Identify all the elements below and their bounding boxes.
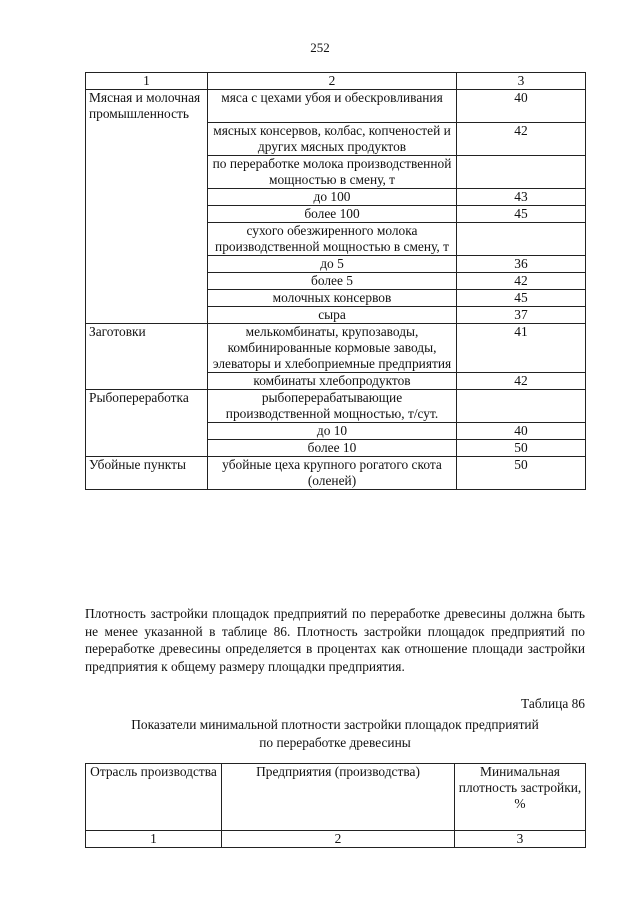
description-cell: убойные цеха крупного рогатого скота (оленей) xyxy=(208,456,457,489)
category-cell-continued xyxy=(86,122,208,323)
header-min-density: Минимальная плотность застройки, % xyxy=(455,764,586,831)
column-number-1: 1 xyxy=(86,73,208,90)
value-cell: 43 xyxy=(457,188,586,205)
value-cell: 45 xyxy=(457,205,586,222)
value-cell: 41 xyxy=(457,323,586,372)
value-cell: 50 xyxy=(457,456,586,489)
value-cell: 42 xyxy=(457,272,586,289)
description-cell: до 5 xyxy=(208,255,457,272)
table-86-title-line-2: по переработке древесины xyxy=(259,735,411,750)
value-cell: 40 xyxy=(457,90,586,123)
description-cell: молочных консервов xyxy=(208,289,457,306)
category-cell: Заготовки xyxy=(86,323,208,389)
value-cell xyxy=(457,222,586,255)
header-industry: Отрасль производства xyxy=(86,764,222,831)
value-cell xyxy=(457,155,586,188)
page-number: 252 xyxy=(310,40,330,55)
table-row xyxy=(86,389,586,422)
value-cell: 37 xyxy=(457,306,586,323)
column-number-1: 1 xyxy=(86,831,222,848)
table-86-title xyxy=(85,716,585,752)
table-header-row xyxy=(86,73,586,90)
description-cell: более 10 xyxy=(208,439,457,456)
value-cell: 42 xyxy=(457,122,586,155)
value-cell: 50 xyxy=(457,439,586,456)
table-row xyxy=(86,456,586,489)
description-cell: более 5 xyxy=(208,272,457,289)
table-86-title-line-1: Показатели минимальной плотности застройки площадок предприятий xyxy=(131,717,539,732)
description-cell: сухого обезжиренного молока производственной мощностью в смену, т xyxy=(208,222,457,255)
category-cell: Рыбопереработка xyxy=(86,389,208,456)
enterprise-density-table xyxy=(85,72,586,490)
table-86-number-row xyxy=(86,831,586,848)
column-number-2: 2 xyxy=(208,73,457,90)
table-row xyxy=(86,90,586,123)
value-cell: 36 xyxy=(457,255,586,272)
table-86-label: Таблица 86 xyxy=(521,696,585,711)
value-cell xyxy=(457,389,586,422)
description-cell: до 10 xyxy=(208,422,457,439)
column-number-3: 3 xyxy=(455,831,586,848)
table-86-header-row xyxy=(86,764,586,831)
body-paragraph: Плотность застройки площадок предприятий по переработке древесины должна быть не менее указанной в таблице 86. Плотность застройки площадок предприятий по переработке древесины определяется в процентах как отношение площади застройки предприятия к общему размеру площадки предприятия. xyxy=(85,606,585,674)
header-enterprises: Предприятия (производства) xyxy=(222,764,455,831)
description-cell: мелькомбинаты, крупозаводы, комбинированные кормовые заводы, элеваторы и хлебоприемные предприятия xyxy=(208,323,457,372)
description-cell: до 100 xyxy=(208,188,457,205)
column-number-2: 2 xyxy=(222,831,455,848)
table-row xyxy=(86,323,586,372)
value-cell: 40 xyxy=(457,422,586,439)
category-cell: Убойные пункты xyxy=(86,456,208,489)
description-cell: по переработке молока производственной мощностью в смену, т xyxy=(208,155,457,188)
description-cell: рыбоперерабатывающие производственной мощностью, т/сут. xyxy=(208,389,457,422)
description-cell: комбинаты хлебопродуктов xyxy=(208,372,457,389)
value-cell: 45 xyxy=(457,289,586,306)
description-cell: сыра xyxy=(208,306,457,323)
description-cell: мясных консервов, колбас, копченостей и других мясных продуктов xyxy=(208,122,457,155)
column-number-3: 3 xyxy=(457,73,586,90)
table-row xyxy=(86,122,586,155)
description-cell: мяса с цехами убоя и обескровливания xyxy=(208,90,457,123)
category-cell: Мясная и молочная промышленность xyxy=(86,90,208,123)
description-cell: более 100 xyxy=(208,205,457,222)
value-cell: 42 xyxy=(457,372,586,389)
table-86 xyxy=(85,763,586,848)
